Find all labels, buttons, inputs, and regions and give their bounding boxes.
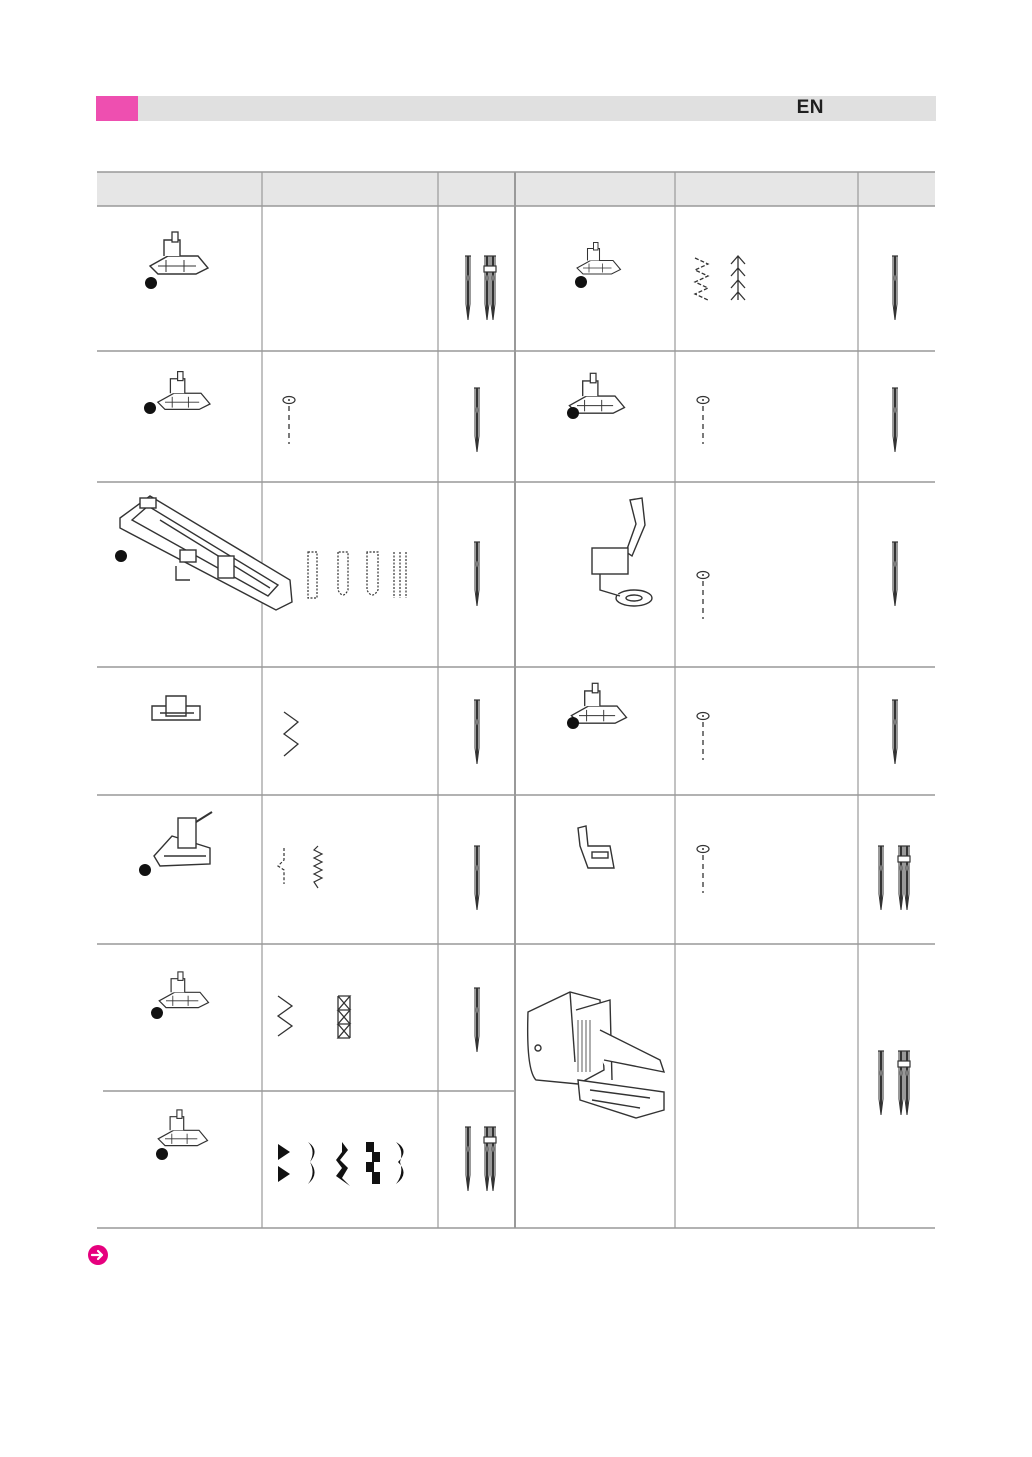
buttonhole-stitches-icon [308,552,406,598]
straight-stitch-icon [697,397,709,445]
cording-foot-icon [578,826,614,868]
straight-stitch-icon [697,572,709,620]
overlock-foot-icon [159,972,208,1008]
zipper-foot-icon [158,372,210,410]
straight-stitch-foot-icon [571,683,626,723]
straight-stitch-icon [697,713,709,761]
single-needle-icon [474,846,480,910]
single-needle-icon [474,542,480,606]
standard-foot-icon [150,232,208,274]
blind-hem-stitch-icon [278,846,322,888]
overcasting-foot-icon [577,243,621,275]
single-needle-icon [474,700,480,764]
single-needle-icon [474,988,480,1052]
single-needle-icon [474,388,480,452]
darning-foot-icon [592,498,652,606]
single-needle-icon [892,388,898,452]
straight-stitch-icon [283,397,295,445]
single-and-twin-needle-icon [878,1051,910,1115]
satin-decorative-stitches-icon [278,1142,404,1186]
walking-foot-icon [528,992,664,1118]
single-and-twin-needle-icon [465,1127,496,1191]
single-needle-icon [892,256,898,320]
overcast-stitch-icon [695,256,745,300]
buttonhole-foot-icon [120,496,292,610]
arrow-right-circle-icon [87,1244,109,1266]
language-code: EN [796,97,824,118]
button-sewing-foot-icon [152,696,200,720]
blind-hem-foot-icon [154,812,212,866]
overlock-stitch-icon [278,996,350,1038]
single-and-twin-needle-icon [878,846,910,910]
twin-needle-icon [465,256,496,320]
satin-stitch-foot-icon [158,1110,207,1146]
single-needle-icon [892,542,898,606]
rolled-hem-foot-icon [569,373,624,413]
straight-stitch-icon [697,846,709,894]
zigzag-stitch-icon [284,712,298,756]
single-needle-icon [892,700,898,764]
